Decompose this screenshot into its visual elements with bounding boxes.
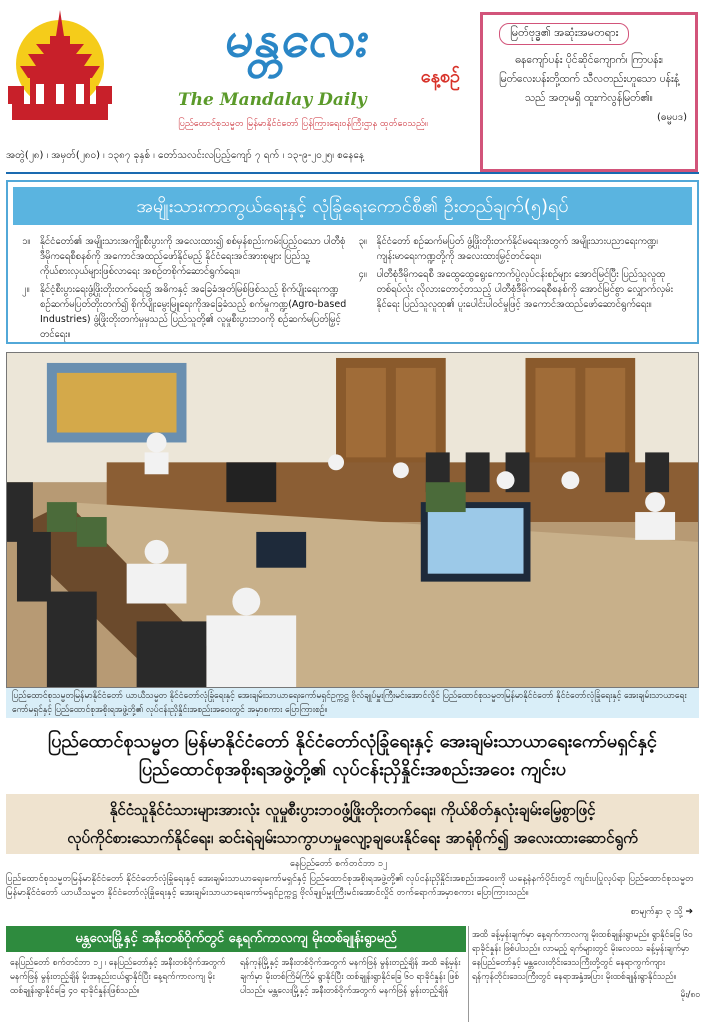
masthead-divider [6,172,699,174]
title-area [118,8,478,136]
publisher-tagline: ပြည်ထောင်စုသမ္မတ မြန်မာနိုင်ငံတော် ပြန်ကြားရေးဝန်ကြီးဌာန ထုတ်ဝေသည်။ [178,119,428,129]
quote-body: ဓနကျော်ပန်း ပိုင်ဆိုင်ကျောက်၊ ကြာပန်း၊ မြတ်လေးပန်းတို့ထက် သီလတည်းဟူသော ပန်းနံ့သည် အတုမရှိ ထူးကဲလွန်မြတ်၏။ [498,54,680,104]
english-title: The Mandalay Daily [178,90,367,110]
objectives-right-column [353,234,690,345]
objectives-box [6,180,699,344]
buddha-quote-box [480,12,698,172]
objective-text: နိုင်ငံတော်၏ အမျိုးသားအကျိုးစီးပွားကို အလေးထား၍ စစ်မှန်စည်းကမ်းပြည့်ဝသော ပါတီစုံဒီမိုကရေစီစနစ်ကို အကောင်အထည်ဖော်နိုင်မည့် နိုင်ငံရေးအင်အားစုများ ပြည်သူ့ကိုယ်စားလှယ်များဖြစ်လာရေး အစဉ်တစိုက်ဆောင်ရွက်ရေး။ [40,236,346,277]
issue-dateline: အတွဲ(၂၈) ၊ အမှတ်(၂၈၀) ၊ ၁၃၈၇ ခုနှစ် ၊ တော်သလင်းလပြည့်ကျော် ၇ ရက် ၊ ၁၃-၉-၂၀၂၅၊ စနေနေ့ [6,150,364,161]
objective-number: ၄။ [358,269,367,280]
weather-heading: မန္တလေးမြို့နှင့် အနီးတစ်ဝိုက်တွင် နေ့ရက်ကာလကျ မိုးထစ်ချုန်းရွာမည် [6,926,466,952]
objective-number: ၁။ [22,236,31,247]
objective-item [22,234,347,279]
newspaper-subtitle: နေ့စဉ် [420,66,460,87]
newspaper-title: မန္တလေး [221,10,375,68]
objective-text: ပါတီစုံဒီမိုကရေစီ အထွေထွေရွေးကောက်ပွဲလုပ်ငန်းစဉ်များ အောင်မြင်ပြီး ပြည်သူလူထုတစ်ရပ်လုံး လိုလားတောင့်တသည့် ပါတီစုံဒီမိုကရေစီစနစ်ကို အောင်မြင်စွာ လျှောက်လှမ်းနိုင်ရေး ပြည်သူလူထု၏ ပူးပေါင်းပါဝင်မှုဖြင့် အကောင်အထည်ဖော်ဆောင်ရွက်ရေး။ [376,269,673,310]
objective-text: နိုင်ငံ့စီးပွားရေးဖွံ့ဖြိုးတိုးတက်ရေး၌ အဓိကနှင့် အခြေခံအုတ်မြစ်ဖြစ်သည့် စိုက်ပျိုးရေးကဏ္ဍ စဉ်ဆက်မပြတ်တိုးတက်၍ စိုက်ပျိုးမွေးမြူရေးကိုအခြေခံသည့် စက်မှုကဏ္ဍ(Agro-based Industries) ဖွံ့ဖြိုးတိုးတက်မှုမှသည် ပြည်သူတို့၏ လူမှုစီးပွားဘဝကို စဉ်ဆက်မပြတ်မြှင့်တင်ရေး။ [40,284,347,340]
objective-item [359,234,684,264]
meeting-photo [6,352,699,688]
objective-item [22,282,347,342]
banner-line-1: နိုင်ငံသူနိုင်ငံသားများအားလုံး လူမှုစီးပွားဘဝဖွံ့ဖြိုးတိုးတက်ရေး၊ ကိုယ်စိတ်နှလုံးချမ်းမြေ့စွာဖြင့် [109,801,596,819]
objective-item [359,267,684,312]
banner-line-2: လုပ်ကိုင်စားသောက်နိုင်ရေး၊ ဆင်းရဲချမ်းသာကွာဟမှုလျော့ချပေးနိုင်ရေး အာရုံစိုက်၍ အလေးထားဆောင်ရွက် [67,829,638,847]
masthead [0,0,705,140]
weather-columns [6,956,466,998]
column-divider [468,926,469,1022]
headline-line-1: ပြည်ထောင်စုသမ္မတ မြန်မာနိုင်ငံတော် နိုင်ငံတော်လုံခြုံရေးနှင့် အေးချမ်းသာယာရေးကော်မရှင်နှင့် [48,731,657,752]
pagoda-logo-icon [6,6,114,124]
objective-text: နိုင်ငံတော် စဉ်ဆက်မပြတ် ဖွံ့ဖြိုးတိုးတက်နိုင်မရေးအတွက် အမျိုးသားပညာရေးကဏ္ဍ၊ ကျန်းမာရေးကဏ္ဍတို့ကို အလေးထားမြှင့်တင်ရေး။ [376,236,658,262]
objective-number: ၂။ [22,284,30,295]
headline-line-2: ပြည်ထောင်စုအစိုးရအဖွဲ့တို့၏ လုပ်ငန်းညှိနှိုင်းအစည်းအဝေး ကျင်းပ [139,759,566,780]
objectives-left-column [16,234,353,345]
objectives-title: အမျိုးသားကာကွယ်ရေးနှင့် လုံခြုံရေးကောင်စီ၏ ဦးတည်ချက်(၅)ရပ် [12,186,693,226]
weather-column-2: ရန်ကုန်မြို့နှင့် အနီးတစ်ဝိုက်အတွက် မနက်ဖြန် မွန်းတည့်ချိန် အထိ ခန့်မှန်းချက်မှာ မိုးတစ်ကြိမ်ကြိမ် ရွာနိုင်ပြီး ထစ်ချုန်းရွာနိုင်ခြေ ၆၀ ရာခိုင်နှုန်း ဖြစ်ပါသည်။ မန္တလေးမြို့နှင့် အနီးတစ်ဝိုက်အတွက် မနက်ဖြန် မွန်းတည့်ချိန် [240,958,461,996]
weather-column-1: နေပြည်တော် စက်တင်ဘာ ၁၂ ၊ နေပြည်တော်နှင့် အနီးတစ်ဝိုက်အတွက် မနက်ဖြန် မွန်းတည့်ချိန် မိုးအနည်းငယ်ရွာနိုင်ပြီး နေ့ရက်ကာလကျ မိုးထစ်ချုန်းရွာနိုင်ခြေ ၄၀ ရာခိုင်နှုန်းဖြစ်သည်။ [10,958,226,996]
weather-right-continued: မိုး/၈၀ [680,990,700,1000]
main-headline [6,728,699,784]
objective-number: ၃။ [358,236,367,247]
photo-caption: ပြည်ထောင်စုသမ္မတမြန်မာနိုင်ငံတော် ယာယီသမ္မတ နိုင်ငံတော်လုံခြုံရေးနှင့် အေးချမ်းသာယာရေးကော်မရှင်ဥက္ကဋ္ဌ ဗိုလ်ချုပ်မှူးကြီးမင်းအောင်လှိုင် ပြည်ထောင်စုသမ္မတမြန်မာနိုင်ငံတော် နိုင်ငံတော်လုံခြုံရေးနှင့် အေးချမ်းသာယာရေးကော်မရှင်နှင့် ပြည်ထောင်စုအစိုးရအဖွဲ့တို့၏ လုပ်ငန်းညှိနှိုင်းအစည်းအဝေးတွင် အမှာစကား ပြောကြားစဉ်။ [6,688,699,718]
weather-right-text: အထိ ခန့်မှန်းချက်မှာ နေ့ရက်ကာလကျ မိုးထစ်ချုန်းရွာမည်။ ရွာနိုင်ခြေ ၆၀ ရာခိုင်နှုန်း ဖြစ်ပါသည်။ လာမည့် ရက်များတွင် မိုးလေဝသ ခန့်မှန်းချက်မှာ နေပြည်တော်နှင့် မန္တလေးတိုင်းဒေသကြီးတို့တွင် နေရာကွက်ကျား ရန်ကုန်တိုင်းဒေသကြီးတွင် နေရာအနှံ့အပြား မိုးထစ်ချုန်းရွာနိုင်သည်။ [472,930,693,982]
article-lead: ပြည်ထောင်စုသမ္မတမြန်မာနိုင်ငံတော် နိုင်ငံတော်လုံခြုံရေးနှင့် အေးချမ်းသာယာရေးကော်မရှင်နှင့် ပြည်ထောင်စုအစိုးရအဖွဲ့တို့၏ လုပ်ငန်းညှိနှိုင်းအစည်းအဝေးကို ယနေ့နံနက်ပိုင်းတွင် ကျင်းပပြုလုပ်ရာ ပြည်ထောင်စုသမ္မတ မြန်မာနိုင်ငံတော် ယာယီသမ္မတ နိုင်ငံတော်လုံခြုံရေးနှင့် အေးချမ်းသာယာရေးကော်မရှင်ဥက္ကဋ္ဌ ဗိုလ်ချုပ်မှူးကြီးမင်းအောင်လှိုင် တက်ရောက်အမှာစကား ပြောကြားသည်။ [6,874,694,898]
subheadline-banner [6,794,699,854]
article-byline: နေပြည်တော် စက်တင်ဘာ ၁၂ [290,859,388,869]
quote-source: (ဓမ္မပဒ) [656,112,687,123]
continued-link[interactable]: စာမျက်နှာ ၃ သို့ ➔ [630,907,693,917]
quote-heading: မြတ်ဗုဒ္ဓ၏ အဆုံးအမတရား [499,23,629,45]
weather-right-column [472,928,700,1006]
